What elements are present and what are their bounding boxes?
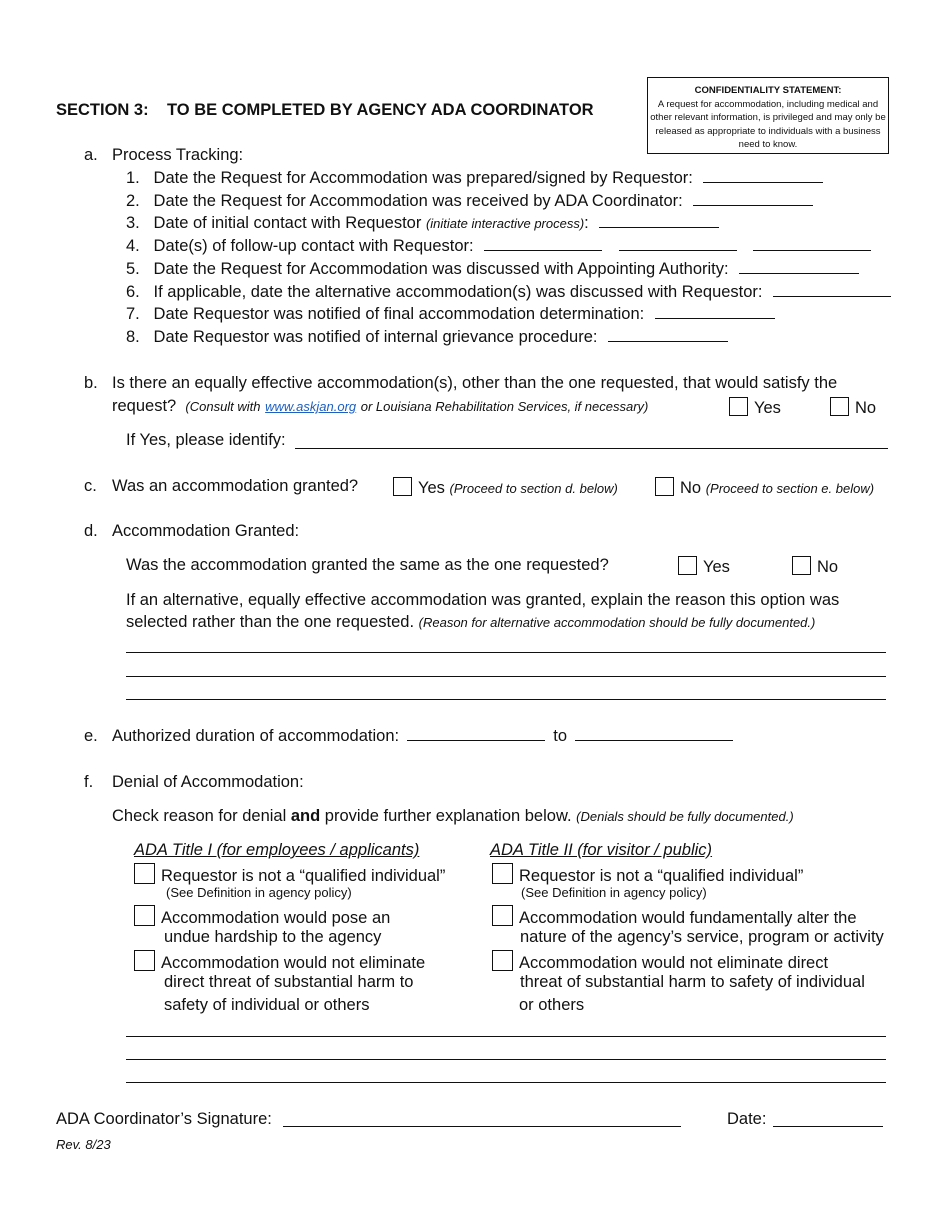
tracking-item-text: If applicable, date the alternative accommodation(s) was discussed with Requestor:	[153, 283, 763, 301]
tracking-item-num: 8.	[126, 328, 140, 346]
d-no-label: No	[817, 558, 839, 576]
tracking-item-suffix: :	[584, 214, 589, 232]
section-b-request: request?	[112, 397, 177, 415]
tracking-item-4	[126, 237, 871, 256]
title-i-reason-3-text: Accommodation would not eliminate	[161, 954, 426, 972]
d-yes-label: Yes	[703, 558, 730, 576]
title-ii-reason-3[interactable]	[492, 950, 828, 973]
confidentiality-body: A request for accommodation, including medical and other relevant information, is privileged and may only be released as appropriate to individuals with a business need to know.	[650, 98, 886, 150]
duration-to-label: to	[553, 727, 568, 745]
tracking-item-text: Date the Request for Accommodation was received by ADA Coordinator:	[153, 192, 683, 210]
tracking-item-text: Date Requestor was notified of internal grievance procedure:	[153, 328, 598, 346]
signature-field[interactable]	[283, 1126, 681, 1127]
b-identify-label: If Yes, please identify:	[126, 431, 286, 449]
f-check-bold: and	[290, 807, 321, 825]
tracking-item-3	[126, 214, 719, 233]
title-ii-reason-2-cont: nature of the agency’s service, program or activity	[520, 928, 884, 946]
section-d-question: Was the accommodation granted the same as the one requested?	[126, 556, 609, 574]
title-i-reason-2[interactable]	[134, 905, 390, 928]
c-yes-option[interactable]	[393, 477, 618, 498]
tracking-item-2	[126, 192, 813, 211]
title-i-reason-1-checkbox[interactable]	[134, 863, 155, 884]
d-explain-note: (Reason for alternative accommodation should be fully documented.)	[418, 615, 816, 630]
d-explain-field[interactable]	[126, 699, 886, 700]
d-explain-2	[126, 613, 815, 632]
f-check-post: provide further explanation below.	[324, 807, 572, 825]
title-i-reason-3-cont: direct threat of substantial harm to	[164, 973, 414, 991]
duration-to-field[interactable]	[575, 739, 733, 741]
section-a-label: Process Tracking:	[112, 146, 244, 164]
section-b-question-2	[112, 397, 648, 416]
confidentiality-title: CONFIDENTIALITY STATEMENT:	[694, 85, 842, 96]
title-ii-reason-1-note: (See Definition in agency policy)	[521, 885, 707, 900]
tracking-item-num: 1.	[126, 169, 140, 187]
b-yes-label: Yes	[754, 399, 781, 417]
tracking-item-num: 6.	[126, 283, 140, 301]
confidentiality-box	[647, 77, 889, 154]
b-no-label: No	[855, 399, 877, 417]
tracking-item-5	[126, 260, 859, 279]
title-i-reason-3-cont-2: safety of individual or others	[164, 996, 370, 1014]
d-no-option[interactable]	[792, 556, 838, 577]
revision-label: Rev. 8/23	[56, 1137, 111, 1152]
b-no-checkbox[interactable]	[830, 397, 849, 416]
d-explain-field[interactable]	[126, 676, 886, 677]
b-no-option[interactable]	[830, 397, 876, 418]
signature-date-field[interactable]	[773, 1126, 883, 1127]
b-identify-field[interactable]	[295, 448, 888, 449]
tracking-item-num: 4.	[126, 237, 140, 255]
f-check-pre: Check reason for denial	[112, 807, 287, 825]
date-field[interactable]	[619, 249, 737, 251]
c-no-label: No	[680, 479, 702, 497]
f-check-instruction	[112, 807, 794, 826]
section-title: TO BE COMPLETED BY AGENCY ADA COORDINATOR	[167, 101, 594, 119]
section-d-label: Accommodation Granted:	[112, 522, 300, 540]
d-yes-checkbox[interactable]	[678, 556, 697, 575]
c-no-option[interactable]	[655, 477, 874, 498]
f-check-note: (Denials should be fully documented.)	[576, 809, 794, 824]
b-yes-checkbox[interactable]	[729, 397, 748, 416]
title-ii-heading: ADA Title II (for visitor / public)	[490, 841, 713, 859]
section-c-letter: c.	[84, 477, 97, 495]
title-ii-reason-3-checkbox[interactable]	[492, 950, 513, 971]
section-a-letter: a.	[84, 146, 98, 164]
date-field[interactable]	[599, 226, 719, 228]
tracking-item-8	[126, 328, 728, 347]
duration-from-field[interactable]	[407, 739, 545, 741]
date-label: Date:	[727, 1110, 767, 1128]
title-ii-reason-3-text: Accommodation would not eliminate direct	[519, 954, 829, 972]
section-e-label	[112, 727, 733, 746]
c-no-checkbox[interactable]	[655, 477, 674, 496]
denial-explanation-field[interactable]	[126, 1036, 886, 1037]
section-f-letter: f.	[84, 773, 94, 791]
tracking-item-num: 3.	[126, 214, 140, 232]
title-ii-reason-3-cont: threat of substantial harm to safety of individual	[520, 973, 865, 991]
section-label: SECTION 3:	[56, 101, 149, 119]
tracking-item-note: (initiate interactive process)	[425, 216, 585, 231]
tracking-item-num: 2.	[126, 192, 140, 210]
date-field[interactable]	[655, 317, 775, 319]
date-field[interactable]	[608, 340, 728, 342]
d-no-checkbox[interactable]	[792, 556, 811, 575]
tracking-item-num: 5.	[126, 260, 140, 278]
d-explain-field[interactable]	[126, 652, 886, 653]
tracking-item-num: 7.	[126, 305, 140, 323]
askjan-link[interactable]: www.askjan.org	[265, 399, 357, 414]
tracking-item-text: Date(s) of follow-up contact with Requestor:	[153, 237, 474, 255]
c-yes-note: (Proceed to section d. below)	[449, 481, 618, 496]
date-field[interactable]	[753, 249, 871, 251]
date-field[interactable]	[484, 249, 602, 251]
tracking-item-6	[126, 283, 891, 302]
c-yes-checkbox[interactable]	[393, 477, 412, 496]
b-yes-option[interactable]	[729, 397, 781, 418]
title-i-reason-1-text: Requestor is not a “qualified individual”	[161, 867, 446, 885]
date-field[interactable]	[703, 181, 823, 183]
section-d-letter: d.	[84, 522, 98, 540]
title-ii-reason-1[interactable]	[492, 863, 803, 886]
title-i-reason-3-checkbox[interactable]	[134, 950, 155, 971]
section-f-label: Denial of Accommodation:	[112, 773, 304, 791]
title-i-heading: ADA Title I (for employees / applicants)	[134, 841, 420, 859]
section-b-note: (Consult with	[185, 399, 261, 414]
section-e-letter: e.	[84, 727, 98, 745]
tracking-item-text: Date Requestor was notified of final accommodation determination:	[153, 305, 645, 323]
title-ii-reason-3-cont-2: or others	[519, 996, 585, 1014]
tracking-item-text: Date of initial contact with Requestor	[153, 214, 422, 232]
section-c-question: Was an accommodation granted?	[112, 477, 359, 495]
title-i-reason-2-checkbox[interactable]	[134, 905, 155, 926]
tracking-item-1	[126, 169, 823, 188]
c-yes-label: Yes	[418, 479, 445, 497]
title-ii-reason-2-text: Accommodation would fundamentally alter the	[519, 909, 857, 927]
duration-label: Authorized duration of accommodation:	[112, 727, 400, 745]
title-i-reason-3[interactable]	[134, 950, 425, 973]
d-explain-text: selected rather than the one requested.	[126, 613, 415, 631]
title-ii-reason-2-checkbox[interactable]	[492, 905, 513, 926]
c-no-note: (Proceed to section e. below)	[705, 481, 875, 496]
title-i-reason-2-cont: undue hardship to the agency	[164, 928, 382, 946]
section-b-note-2: or Louisiana Rehabilitation Services, if necessary)	[360, 399, 649, 414]
denial-explanation-field[interactable]	[126, 1059, 886, 1060]
d-yes-option[interactable]	[678, 556, 730, 577]
title-i-reason-1[interactable]	[134, 863, 445, 886]
tracking-item-text: Date the Request for Accommodation was prepared/signed by Requestor:	[153, 169, 693, 187]
tracking-item-7	[126, 305, 775, 324]
title-i-reason-2-text: Accommodation would pose an	[161, 909, 391, 927]
section-b-question: Is there an equally effective accommodation(s), other than the one requested, that would satisfy the	[112, 374, 838, 392]
d-explain-1: If an alternative, equally effective accommodation was granted, explain the reason this option was	[126, 591, 840, 609]
date-field[interactable]	[773, 295, 891, 297]
denial-explanation-field[interactable]	[126, 1082, 886, 1083]
title-ii-reason-1-checkbox[interactable]	[492, 863, 513, 884]
section-b-letter: b.	[84, 374, 98, 392]
tracking-item-text: Date the Request for Accommodation was discussed with Appointing Authority:	[153, 260, 729, 278]
title-i-reason-1-note: (See Definition in agency policy)	[166, 885, 352, 900]
date-field[interactable]	[739, 272, 859, 274]
signature-label: ADA Coordinator’s Signature:	[56, 1110, 272, 1128]
date-field[interactable]	[693, 204, 813, 206]
title-ii-reason-2[interactable]	[492, 905, 857, 928]
title-ii-reason-1-text: Requestor is not a “qualified individual”	[519, 867, 804, 885]
